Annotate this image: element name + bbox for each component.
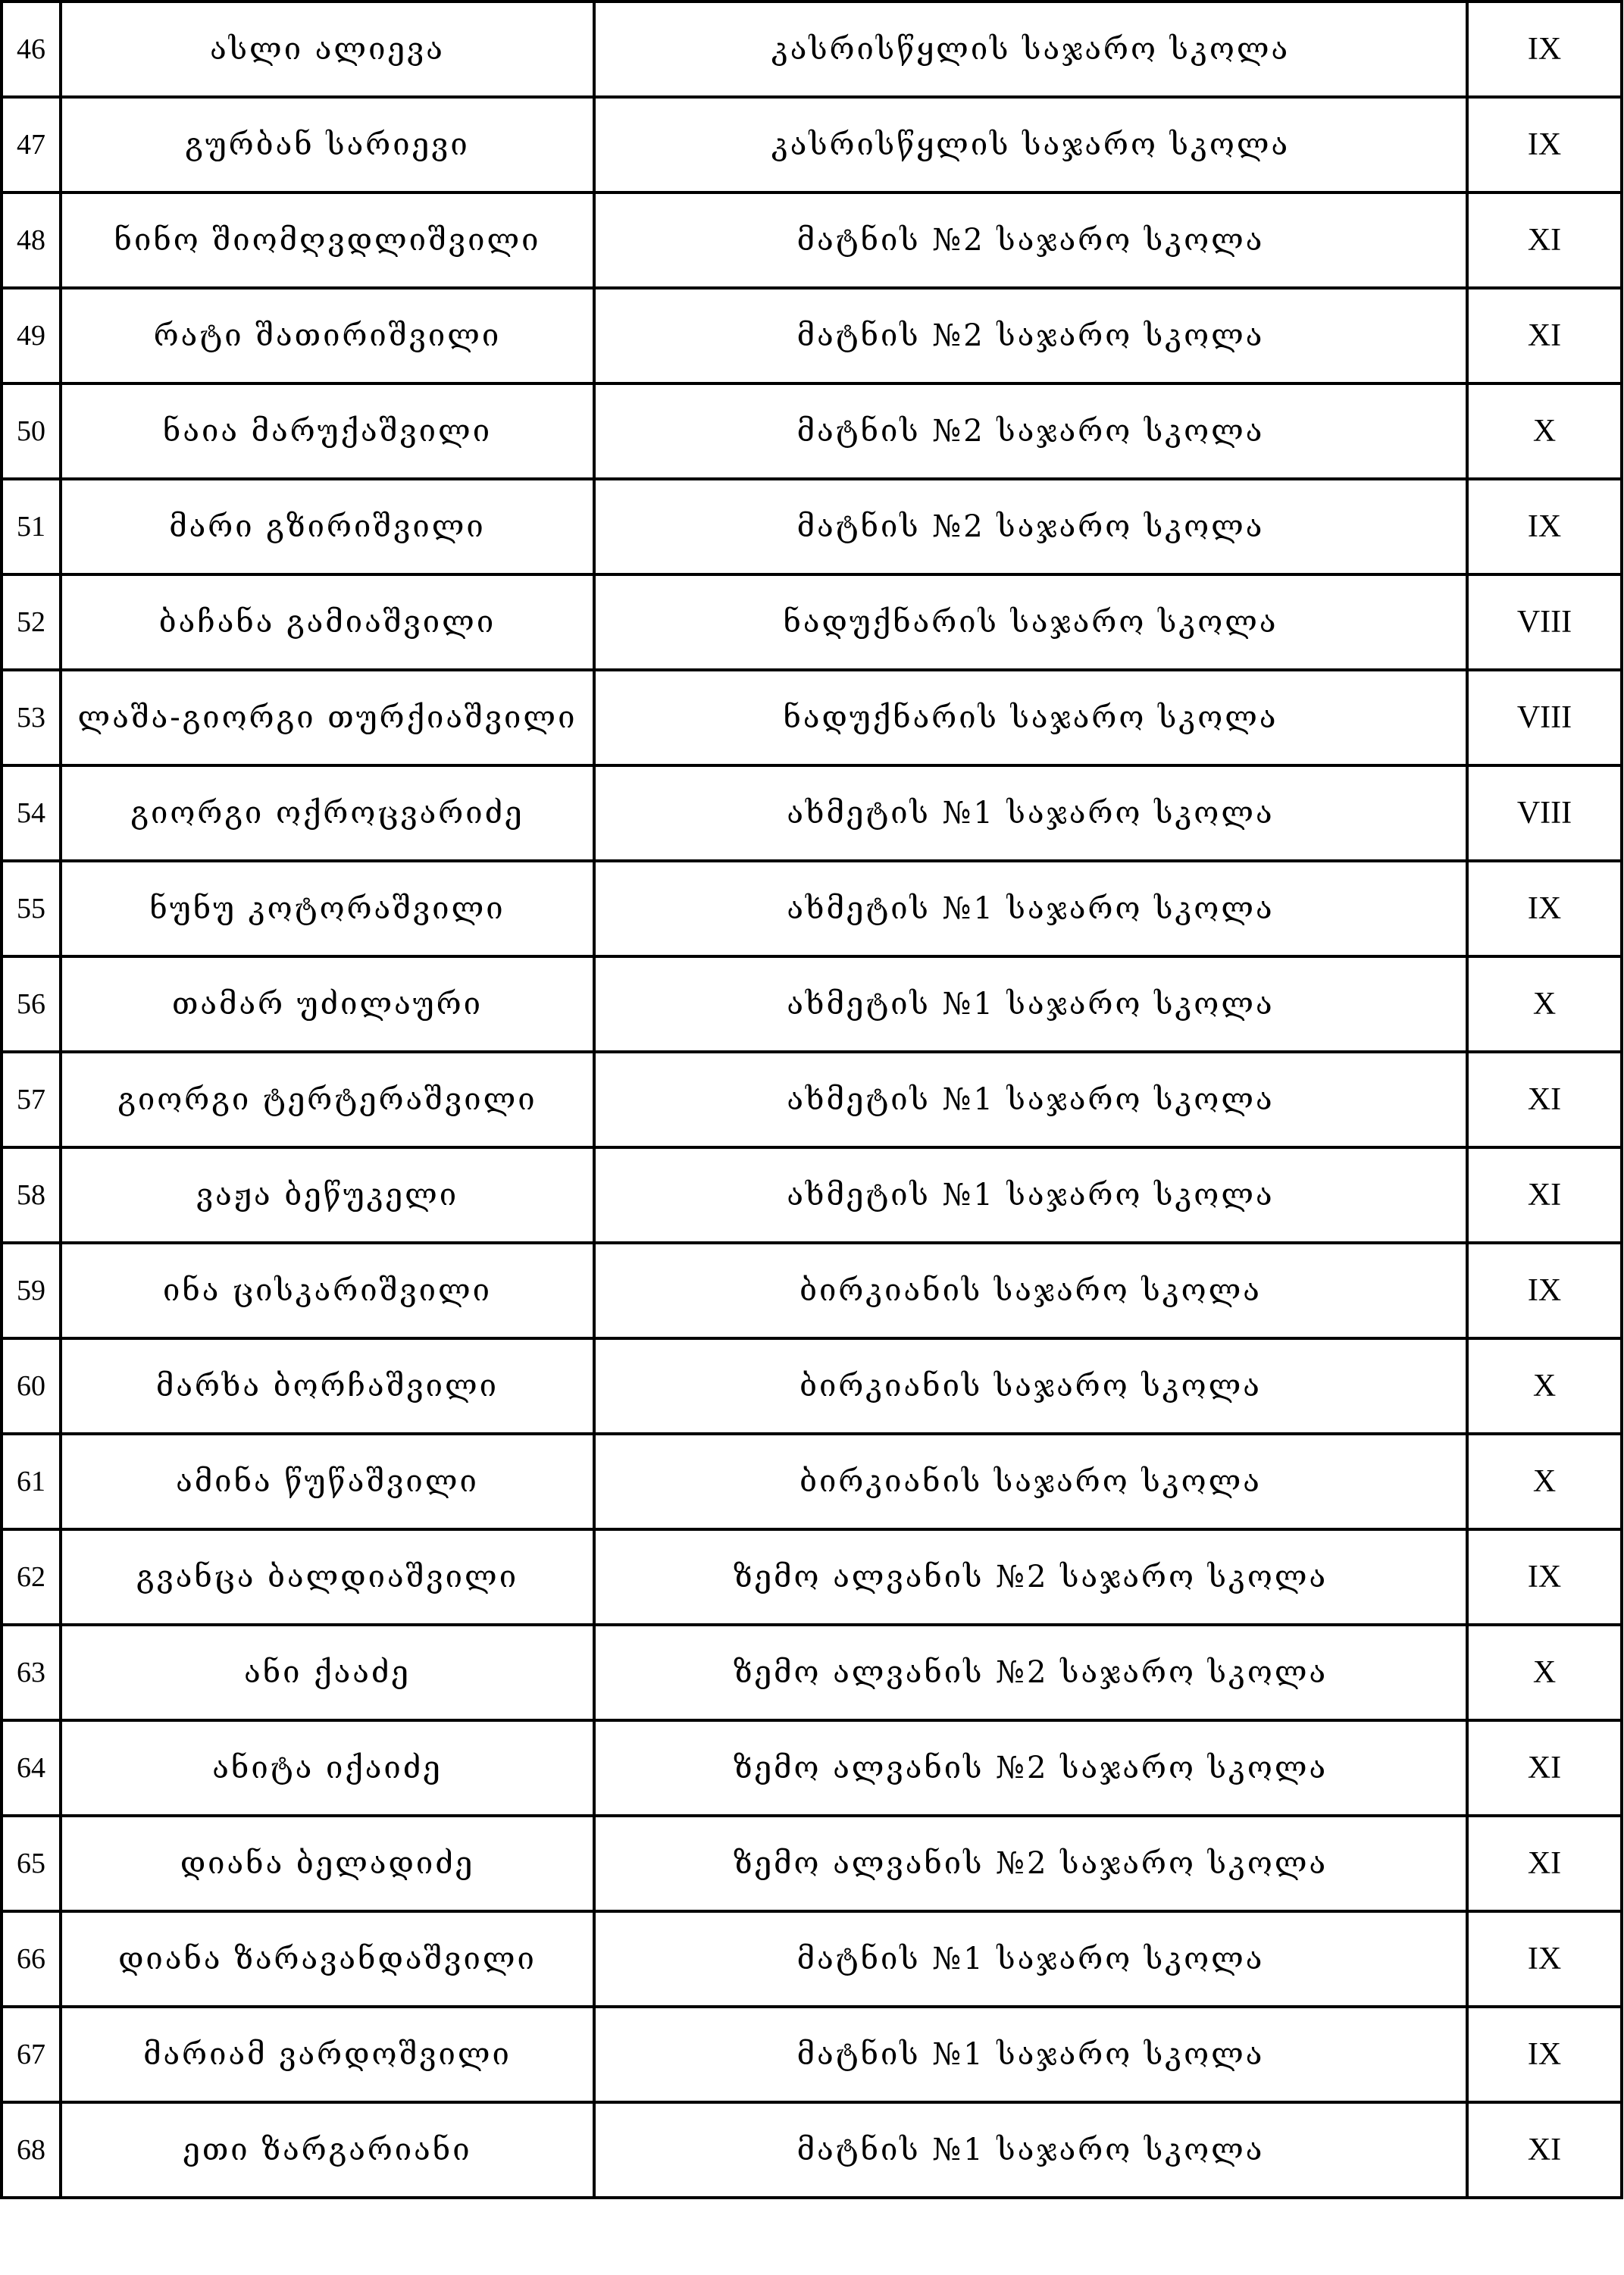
school-name-cell: ახმეტის №1 საჯარო სკოლა bbox=[594, 1147, 1467, 1243]
table-row bbox=[2, 97, 1622, 192]
grade-cell: XI bbox=[1467, 1147, 1622, 1243]
grade-cell: VIII bbox=[1467, 574, 1622, 670]
table-row bbox=[2, 1720, 1622, 1816]
student-name-cell: გიორგი ოქროცვარიძე bbox=[61, 765, 594, 861]
row-number-cell: 51 bbox=[2, 479, 61, 574]
grade-cell: IX bbox=[1467, 1911, 1622, 2007]
grade-cell: X bbox=[1467, 1434, 1622, 1529]
table-row bbox=[2, 1052, 1622, 1147]
grade-cell: IX bbox=[1467, 97, 1622, 192]
student-name-cell: ასლი ალიევა bbox=[61, 2, 594, 97]
table-row bbox=[2, 2, 1622, 97]
grade-cell: IX bbox=[1467, 2007, 1622, 2102]
table-row bbox=[2, 670, 1622, 765]
school-name-cell: მატნის №2 საჯარო სკოლა bbox=[594, 192, 1467, 288]
row-number-cell: 66 bbox=[2, 1911, 61, 2007]
student-name-cell: მარი გზირიშვილი bbox=[61, 479, 594, 574]
row-number-cell: 63 bbox=[2, 1625, 61, 1720]
table-row bbox=[2, 1338, 1622, 1434]
grade-cell: XI bbox=[1467, 1720, 1622, 1816]
student-name-cell: ამინა წუწაშვილი bbox=[61, 1434, 594, 1529]
school-name-cell: ახმეტის №1 საჯარო სკოლა bbox=[594, 765, 1467, 861]
student-name-cell: ვაჟა ბეწუკელი bbox=[61, 1147, 594, 1243]
school-name-cell: მატნის №1 საჯარო სკოლა bbox=[594, 2007, 1467, 2102]
row-number-cell: 47 bbox=[2, 97, 61, 192]
row-number-cell: 48 bbox=[2, 192, 61, 288]
grade-cell: IX bbox=[1467, 2, 1622, 97]
grade-cell: IX bbox=[1467, 861, 1622, 956]
table-row bbox=[2, 288, 1622, 383]
row-number-cell: 65 bbox=[2, 1816, 61, 1911]
table-row bbox=[2, 2102, 1622, 2198]
row-number-cell: 52 bbox=[2, 574, 61, 670]
table-row bbox=[2, 479, 1622, 574]
student-name-cell: თამარ უძილაური bbox=[61, 956, 594, 1052]
student-name-cell: გიორგი ტერტერაშვილი bbox=[61, 1052, 594, 1147]
school-name-cell: ზემო ალვანის №2 საჯარო სკოლა bbox=[594, 1625, 1467, 1720]
row-number-cell: 62 bbox=[2, 1529, 61, 1625]
table-row bbox=[2, 2007, 1622, 2102]
table-row bbox=[2, 383, 1622, 479]
row-number-cell: 59 bbox=[2, 1243, 61, 1338]
grade-cell: VIII bbox=[1467, 765, 1622, 861]
row-number-cell: 67 bbox=[2, 2007, 61, 2102]
table-row bbox=[2, 574, 1622, 670]
grade-cell: XI bbox=[1467, 288, 1622, 383]
grade-cell: X bbox=[1467, 1338, 1622, 1434]
school-name-cell: კასრისწყლის საჯარო სკოლა bbox=[594, 97, 1467, 192]
school-name-cell: ბირკიანის საჯარო სკოლა bbox=[594, 1243, 1467, 1338]
school-name-cell: ზემო ალვანის №2 საჯარო სკოლა bbox=[594, 1816, 1467, 1911]
row-number-cell: 55 bbox=[2, 861, 61, 956]
row-number-cell: 56 bbox=[2, 956, 61, 1052]
student-name-cell: დიანა ბელადიძე bbox=[61, 1816, 594, 1911]
grade-cell: X bbox=[1467, 956, 1622, 1052]
student-name-cell: ანიტა იქაიძე bbox=[61, 1720, 594, 1816]
grade-cell: IX bbox=[1467, 1529, 1622, 1625]
grade-cell: XI bbox=[1467, 1052, 1622, 1147]
school-name-cell: მატნის №1 საჯარო სკოლა bbox=[594, 2102, 1467, 2198]
school-name-cell: ნადუქნარის საჯარო სკოლა bbox=[594, 670, 1467, 765]
school-name-cell: ბირკიანის საჯარო სკოლა bbox=[594, 1434, 1467, 1529]
school-name-cell: ბირკიანის საჯარო სკოლა bbox=[594, 1338, 1467, 1434]
school-name-cell: მატნის №2 საჯარო სკოლა bbox=[594, 479, 1467, 574]
student-name-cell: ნინო შიომღვდლიშვილი bbox=[61, 192, 594, 288]
school-name-cell: ახმეტის №1 საჯარო სკოლა bbox=[594, 956, 1467, 1052]
table-row bbox=[2, 1243, 1622, 1338]
table-row bbox=[2, 192, 1622, 288]
grade-cell: XI bbox=[1467, 2102, 1622, 2198]
school-name-cell: ახმეტის №1 საჯარო სკოლა bbox=[594, 1052, 1467, 1147]
school-name-cell: ზემო ალვანის №2 საჯარო სკოლა bbox=[594, 1529, 1467, 1625]
table-row bbox=[2, 1147, 1622, 1243]
student-name-cell: მარხა ბორჩაშვილი bbox=[61, 1338, 594, 1434]
school-name-cell: მატნის №1 საჯარო სკოლა bbox=[594, 1911, 1467, 2007]
row-number-cell: 64 bbox=[2, 1720, 61, 1816]
student-name-cell: ბაჩანა გამიაშვილი bbox=[61, 574, 594, 670]
grade-cell: IX bbox=[1467, 479, 1622, 574]
student-name-cell: ეთი ზარგარიანი bbox=[61, 2102, 594, 2198]
grade-cell: XI bbox=[1467, 1816, 1622, 1911]
table-row bbox=[2, 1529, 1622, 1625]
grade-cell: XI bbox=[1467, 192, 1622, 288]
row-number-cell: 46 bbox=[2, 2, 61, 97]
row-number-cell: 57 bbox=[2, 1052, 61, 1147]
row-number-cell: 50 bbox=[2, 383, 61, 479]
row-number-cell: 68 bbox=[2, 2102, 61, 2198]
school-name-cell: ზემო ალვანის №2 საჯარო სკოლა bbox=[594, 1720, 1467, 1816]
student-name-cell: ინა ცისკარიშვილი bbox=[61, 1243, 594, 1338]
student-name-cell: მარიამ ვარდოშვილი bbox=[61, 2007, 594, 2102]
roster-body bbox=[2, 2, 1622, 2198]
row-number-cell: 58 bbox=[2, 1147, 61, 1243]
student-name-cell: გვანცა ბალდიაშვილი bbox=[61, 1529, 594, 1625]
table-row bbox=[2, 765, 1622, 861]
grade-cell: IX bbox=[1467, 1243, 1622, 1338]
row-number-cell: 53 bbox=[2, 670, 61, 765]
student-name-cell: დიანა ზარავანდაშვილი bbox=[61, 1911, 594, 2007]
student-name-cell: ნაია მარუქაშვილი bbox=[61, 383, 594, 479]
school-name-cell: კასრისწყლის საჯარო სკოლა bbox=[594, 2, 1467, 97]
table-row bbox=[2, 1434, 1622, 1529]
row-number-cell: 54 bbox=[2, 765, 61, 861]
student-name-cell: ლაშა-გიორგი თურქიაშვილი bbox=[61, 670, 594, 765]
student-name-cell: რატი შათირიშვილი bbox=[61, 288, 594, 383]
student-name-cell: გურბან სარიევი bbox=[61, 97, 594, 192]
grade-cell: VIII bbox=[1467, 670, 1622, 765]
school-name-cell: მატნის №2 საჯარო სკოლა bbox=[594, 288, 1467, 383]
table-row bbox=[2, 1911, 1622, 2007]
row-number-cell: 60 bbox=[2, 1338, 61, 1434]
school-name-cell: მატნის №2 საჯარო სკოლა bbox=[594, 383, 1467, 479]
row-number-cell: 61 bbox=[2, 1434, 61, 1529]
grade-cell: X bbox=[1467, 1625, 1622, 1720]
row-number-cell: 49 bbox=[2, 288, 61, 383]
table-row bbox=[2, 1625, 1622, 1720]
student-name-cell: ანი ქააძე bbox=[61, 1625, 594, 1720]
school-name-cell: ნადუქნარის საჯარო სკოლა bbox=[594, 574, 1467, 670]
table-row bbox=[2, 956, 1622, 1052]
school-name-cell: ახმეტის №1 საჯარო სკოლა bbox=[594, 861, 1467, 956]
table-row bbox=[2, 861, 1622, 956]
grade-cell: X bbox=[1467, 383, 1622, 479]
table-row bbox=[2, 1816, 1622, 1911]
student-name-cell: ნუნუ კოტორაშვილი bbox=[61, 861, 594, 956]
